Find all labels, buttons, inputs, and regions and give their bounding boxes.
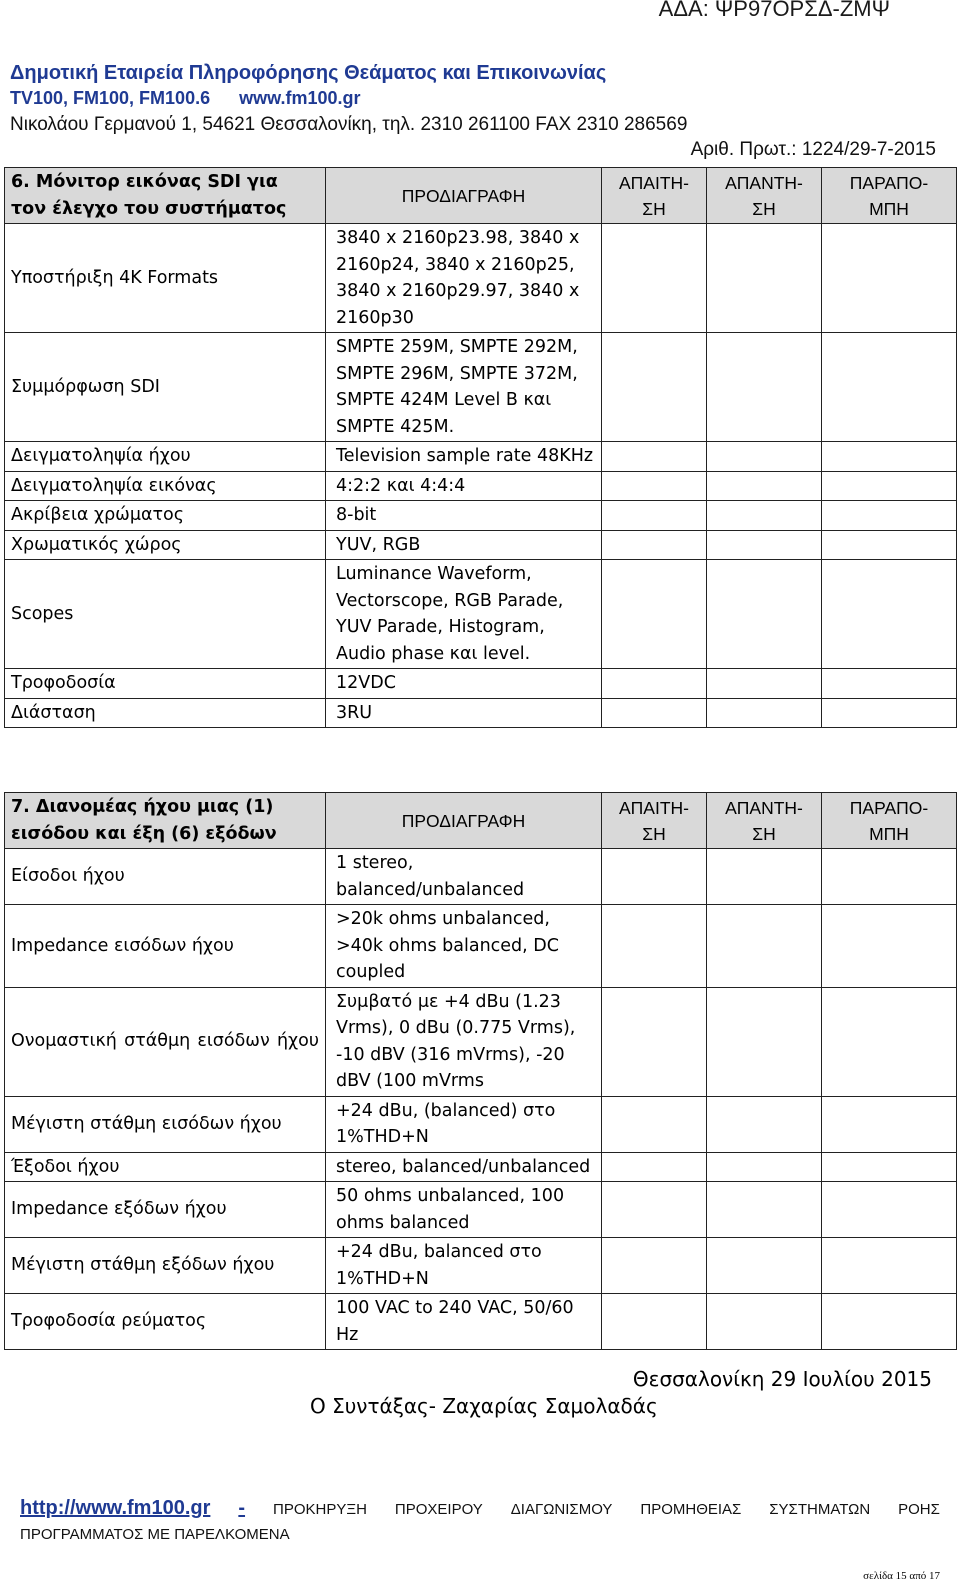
row-value: stereo, balanced/unbalanced xyxy=(326,1152,602,1182)
stations-text: TV100, FM100, FM100.6 xyxy=(10,88,211,108)
table-row xyxy=(5,442,957,472)
reference-cell[interactable] xyxy=(822,987,957,1096)
requirement-cell[interactable] xyxy=(602,224,707,333)
col-requirement: ΑΠΑΙΤΗ- ΣΗ xyxy=(602,793,707,849)
row-label: Impedance εξόδων ήχου xyxy=(5,1182,326,1238)
col-spec: ΠΡΟΔΙΑΓΡΑΦΗ xyxy=(326,793,602,849)
table-row xyxy=(5,333,957,442)
row-label: Impedance εισόδων ήχου xyxy=(5,905,326,988)
requirement-cell[interactable] xyxy=(602,333,707,442)
footer-word: ΠΡΟΜΗΘΕΙΑΣ xyxy=(640,1501,742,1518)
reference-cell[interactable] xyxy=(822,1152,957,1182)
requirement-cell[interactable] xyxy=(602,905,707,988)
reference-cell[interactable] xyxy=(822,224,957,333)
answer-cell[interactable] xyxy=(707,530,822,560)
footer-word: ΡΟΗΣ xyxy=(898,1501,940,1518)
col-reference: ΠΑΡΑΠΟ- ΜΠΗ xyxy=(822,793,957,849)
requirement-cell[interactable] xyxy=(602,471,707,501)
row-label: Δειγματοληψία εικόνας xyxy=(5,471,326,501)
reference-cell[interactable] xyxy=(822,1294,957,1350)
requirement-cell[interactable] xyxy=(602,560,707,669)
organization-name: Δημοτική Εταιρεία Πληροφόρησης Θεάματος και Επικοινωνίας xyxy=(10,62,607,84)
col-requirement: ΑΠΑΙΤΗ- ΣΗ xyxy=(602,168,707,224)
reference-cell[interactable] xyxy=(822,1238,957,1294)
answer-cell[interactable] xyxy=(707,987,822,1096)
row-label: Ακρίβεια χρώματος xyxy=(5,501,326,531)
reference-cell[interactable] xyxy=(822,1182,957,1238)
reference-cell[interactable] xyxy=(822,501,957,531)
author-signature: Ο Συντάξας- Ζαχαρίας Σαμολαδάς xyxy=(310,1394,658,1418)
requirement-cell[interactable] xyxy=(602,1096,707,1152)
answer-cell[interactable] xyxy=(707,905,822,988)
answer-cell[interactable] xyxy=(707,849,822,905)
section-title: 7. Διανομέας ήχου μιας (1) εισόδου και έξη (6) εξόδων xyxy=(5,793,326,849)
table-row xyxy=(5,1096,957,1152)
row-label: Δειγματοληψία ήχου xyxy=(5,442,326,472)
row-value: Luminance Waveform, Vectorscope, RGB Parade, YUV Parade, Histogram, Audio phase και level. xyxy=(326,560,602,669)
table-row xyxy=(5,849,957,905)
table-row xyxy=(5,224,957,333)
reference-cell[interactable] xyxy=(822,333,957,442)
row-label: Χρωματικός χώρος xyxy=(5,530,326,560)
spec-table-7 xyxy=(4,792,957,1350)
answer-cell[interactable] xyxy=(707,224,822,333)
row-value: YUV, RGB xyxy=(326,530,602,560)
row-value: 3840 x 2160p23.98, 3840 x 2160p24, 3840 x 2160p25, 3840 x 2160p29.97, 3840 x 2160p30 xyxy=(326,224,602,333)
row-label: Μέγιστη στάθμη εξόδων ήχου xyxy=(5,1238,326,1294)
page-footer xyxy=(20,1497,940,1543)
answer-cell[interactable] xyxy=(707,1238,822,1294)
footer-word: ΣΥΣΤΗΜΑΤΩΝ xyxy=(769,1501,871,1518)
footer-word: ΔΙΑΓΩΝΙΣΜΟΥ xyxy=(510,1501,613,1518)
row-label: Συμμόρφωση SDI xyxy=(5,333,326,442)
spec-table-6 xyxy=(4,167,957,728)
footer-dash: - xyxy=(238,1497,246,1519)
section-title: 6. Μόνιτορ εικόνας SDI για τον έλεγχο του συστήματος xyxy=(5,168,326,224)
col-answer: ΑΠΑΝΤΗ- ΣΗ xyxy=(707,793,822,849)
reference-cell[interactable] xyxy=(822,905,957,988)
row-label: Ονομαστική στάθμη εισόδων ήχου xyxy=(5,987,326,1096)
requirement-cell[interactable] xyxy=(602,1182,707,1238)
reference-cell[interactable] xyxy=(822,530,957,560)
table-row xyxy=(5,1238,957,1294)
table-row xyxy=(5,905,957,988)
footer-link[interactable]: http://www.fm100.gr xyxy=(20,1497,211,1519)
row-value: 12VDC xyxy=(326,669,602,699)
row-value: >20k ohms unbalanced, >40k ohms balanced, DC coupled xyxy=(326,905,602,988)
answer-cell[interactable] xyxy=(707,1182,822,1238)
table-row xyxy=(5,669,957,699)
row-value: +24 dBu, balanced στο 1%THD+N xyxy=(326,1238,602,1294)
table-row xyxy=(5,471,957,501)
row-label: Υποστήριξη 4K Formats xyxy=(5,224,326,333)
requirement-cell[interactable] xyxy=(602,987,707,1096)
col-reference: ΠΑΡΑΠΟ- ΜΠΗ xyxy=(822,168,957,224)
table-row xyxy=(5,698,957,728)
requirement-cell[interactable] xyxy=(602,849,707,905)
website-link[interactable]: www.fm100.gr xyxy=(239,88,361,108)
requirement-cell[interactable] xyxy=(602,442,707,472)
answer-cell[interactable] xyxy=(707,333,822,442)
organization-stations xyxy=(10,88,360,109)
row-value: Television sample rate 48KHz xyxy=(326,442,602,472)
reference-cell[interactable] xyxy=(822,442,957,472)
answer-cell[interactable] xyxy=(707,442,822,472)
place-date: Θεσσαλονίκη 29 Ιουλίου 2015 xyxy=(632,1367,932,1391)
protocol-number: Αριθ. Πρωτ.: 1224/29-7-2015 xyxy=(690,139,936,160)
answer-cell[interactable] xyxy=(707,1294,822,1350)
requirement-cell[interactable] xyxy=(602,1294,707,1350)
row-label: Είσοδοι ήχου xyxy=(5,849,326,905)
row-label: Μέγιστη στάθμη εισόδων ήχου xyxy=(5,1096,326,1152)
row-label: Τροφοδοσία xyxy=(5,669,326,699)
row-value: 1 stereo, balanced/unbalanced xyxy=(326,849,602,905)
reference-cell[interactable] xyxy=(822,1096,957,1152)
col-answer: ΑΠΑΝΤΗ- ΣΗ xyxy=(707,168,822,224)
organization-address: Νικολάου Γερμανού 1, 54621 Θεσσαλονίκη, τηλ. 2310 261100 FAX 2310 286569 xyxy=(10,114,688,135)
table-row xyxy=(5,1152,957,1182)
row-label: Διάσταση xyxy=(5,698,326,728)
ada-code: ΑΔΑ: ΨΡ97ΟΡΣΔ-ΖΜΨ xyxy=(658,0,890,21)
table-header-row xyxy=(5,793,957,849)
row-value: +24 dBu, (balanced) στο 1%THD+N xyxy=(326,1096,602,1152)
row-label: Scopes xyxy=(5,560,326,669)
answer-cell[interactable] xyxy=(707,501,822,531)
row-value: 8-bit xyxy=(326,501,602,531)
row-value: 100 VAC to 240 VAC, 50/60 Hz xyxy=(326,1294,602,1350)
row-label: Έξοδοι ήχου xyxy=(5,1152,326,1182)
row-label: Τροφοδοσία ρεύματος xyxy=(5,1294,326,1350)
table-row xyxy=(5,1294,957,1350)
reference-cell[interactable] xyxy=(822,698,957,728)
answer-cell[interactable] xyxy=(707,560,822,669)
table-header-row xyxy=(5,168,957,224)
answer-cell[interactable] xyxy=(707,471,822,501)
footer-word: ΠΡΟΧΕΙΡΟΥ xyxy=(394,1501,483,1518)
answer-cell[interactable] xyxy=(707,669,822,699)
table-row xyxy=(5,530,957,560)
reference-cell[interactable] xyxy=(822,669,957,699)
requirement-cell[interactable] xyxy=(602,698,707,728)
page-number: σελίδα 15 από 17 xyxy=(863,1570,940,1582)
table-row xyxy=(5,987,957,1096)
row-value: SMPTE 259M, SMPTE 292M, SMPTE 296M, SMPTE 372M, SMPTE 424M Level B και SMPTE 425M. xyxy=(326,333,602,442)
requirement-cell[interactable] xyxy=(602,530,707,560)
reference-cell[interactable] xyxy=(822,471,957,501)
footer-line-2: ΠΡΟΓΡΑΜΜΑΤΟΣ ΜΕ ΠΑΡΕΛΚΟΜΕΝΑ xyxy=(20,1526,290,1543)
table-row xyxy=(5,560,957,669)
requirement-cell[interactable] xyxy=(602,669,707,699)
row-value: 3RU xyxy=(326,698,602,728)
footer-word: ΠΡΟΚΗΡΥΞΗ xyxy=(273,1501,367,1518)
answer-cell[interactable] xyxy=(707,1096,822,1152)
requirement-cell[interactable] xyxy=(602,1238,707,1294)
footer-line-1 xyxy=(20,1497,940,1520)
answer-cell[interactable] xyxy=(707,698,822,728)
reference-cell[interactable] xyxy=(822,560,957,669)
row-value: Συμβατό με +4 dBu (1.23 Vrms), 0 dBu (0.775 Vrms), -10 dBV (316 mVrms), -20 dBV (100 mVrms xyxy=(326,987,602,1096)
col-spec: ΠΡΟΔΙΑΓΡΑΦΗ xyxy=(326,168,602,224)
reference-cell[interactable] xyxy=(822,849,957,905)
table-row xyxy=(5,1182,957,1238)
row-value: 50 ohms unbalanced, 100 ohms balanced xyxy=(326,1182,602,1238)
requirement-cell[interactable] xyxy=(602,1152,707,1182)
table-row xyxy=(5,501,957,531)
answer-cell[interactable] xyxy=(707,1152,822,1182)
requirement-cell[interactable] xyxy=(602,501,707,531)
row-value: 4:2:2 και 4:4:4 xyxy=(326,471,602,501)
